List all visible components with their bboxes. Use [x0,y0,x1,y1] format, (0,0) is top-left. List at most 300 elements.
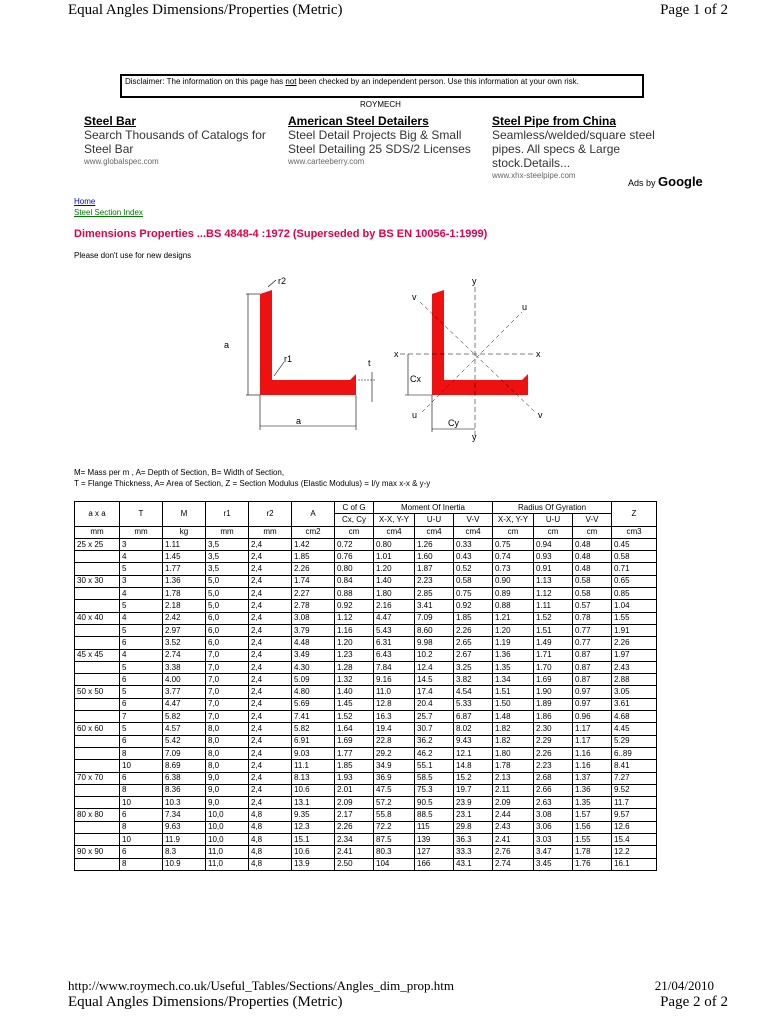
table-cell: 1.42 [292,538,335,550]
table-cell: 7.34 [163,809,206,821]
table-cell: 2.17 [335,809,374,821]
table-cell: 1.20 [374,563,415,575]
table-cell: 2.09 [493,797,534,809]
table-cell: 1.90 [534,686,573,698]
table-cell: 0.52 [454,563,493,575]
ad-steel-pipe-china[interactable] [492,114,692,180]
table-cell: 1.97 [612,649,657,661]
table-cell: 0.80 [335,563,374,575]
table-cell: 8,0 [206,723,249,735]
ad-steel-bar[interactable] [84,114,284,166]
table-cell: 0.43 [454,551,493,563]
properties-table [74,501,657,871]
ad-description: Steel Detail Projects Big & Small Steel Detailing 25 SDS/2 Licenses [288,128,471,156]
right-angle-view [394,276,543,442]
col-m: M [163,502,206,527]
col-t: T [120,502,163,527]
table-cell: 2.26 [534,747,573,759]
col-r-vv: V-V [573,514,612,526]
table-cell: 4.47 [163,698,206,710]
table-cell: 2.67 [454,649,493,661]
table-cell: 2,4 [249,575,292,587]
table-cell: 1.69 [335,735,374,747]
table-cell: 3.06 [534,821,573,833]
label-y-bottom: y [472,432,477,442]
table-cell: 2.30 [534,723,573,735]
table-cell: 4 [120,612,163,624]
table-cell: 2,4 [249,538,292,550]
table-cell: 7 [120,711,163,723]
table-row [75,723,657,735]
table-cell: 8,0 [206,760,249,772]
table-cell [75,747,120,759]
table-cell: 6 [120,698,163,710]
table-cell: 1.49 [534,637,573,649]
table-cell: 1.93 [335,772,374,784]
ad-url[interactable]: www.carteeberry.com [288,157,365,166]
table-cell [75,711,120,723]
table-cell: 8.36 [163,784,206,796]
table-cell: 3.05 [612,686,657,698]
table-cell: 13.9 [292,858,335,870]
table-cell: 34.9 [374,760,415,772]
table-cell: 2.43 [493,821,534,833]
table-cell: 5,0 [206,575,249,587]
col-axa: a x a [75,502,120,527]
disclaimer-text: Disclaimer: The information on this page has [125,77,286,86]
table-cell: 6 [120,637,163,649]
table-cell: 3.45 [534,858,573,870]
table-cell: 23.9 [454,797,493,809]
table-cell: 2.66 [534,784,573,796]
table-row [75,661,657,673]
table-cell: 9,0 [206,797,249,809]
table-cell: 55.1 [415,760,454,772]
table-row [75,760,657,772]
table-cell: 1.87 [415,563,454,575]
table-cell: 7,0 [206,711,249,723]
label-y-top: y [472,276,477,286]
table-row [75,538,657,550]
table-cell: 2.44 [493,809,534,821]
table-cell: 5.29 [612,735,657,747]
table-cell: 50 x 50 [75,686,120,698]
table-row [75,686,657,698]
table-cell: 10.6 [292,846,335,858]
header-row-top [75,502,657,514]
table-cell: 0.94 [534,538,573,550]
table-cell: 7.09 [163,747,206,759]
table-cell: 5,0 [206,600,249,612]
table-cell: 3.08 [292,612,335,624]
table-cell: 2,4 [249,563,292,575]
table-cell: 1.55 [573,834,612,846]
label-a-side: a [224,340,230,350]
table-cell: 1.36 [493,649,534,661]
col-area: A [292,502,335,527]
table-cell: 5 [120,723,163,735]
table-cell: 12.3 [292,821,335,833]
table-cell: 5 [120,624,163,636]
table-cell: 7,0 [206,674,249,686]
table-cell: 33.3 [454,846,493,858]
table-cell: 1.36 [163,575,206,587]
table-cell: 2.34 [335,834,374,846]
table-cell: 115 [415,821,454,833]
table-cell: 1.04 [612,600,657,612]
table-cell: 2,4 [249,624,292,636]
table-cell: 12.8 [374,698,415,710]
table-cell [75,797,120,809]
table-cell: 0.75 [454,588,493,600]
col-i-xx: X-X, Y-Y [374,514,415,526]
table-cell: 9.16 [374,674,415,686]
table-cell: 1.17 [573,723,612,735]
table-cell: 1.70 [534,661,573,673]
table-cell: 29.8 [454,821,493,833]
table-cell: 2,4 [249,772,292,784]
table-cell: 2.11 [493,784,534,796]
table-cell: 8.69 [163,760,206,772]
table-cell: 57.2 [374,797,415,809]
ad-url[interactable]: www.xhx-steelpipe.com [492,171,576,180]
steel-section-index-link[interactable]: Steel Section Index [74,208,143,217]
table-cell: 80 x 80 [75,809,120,821]
table-cell: 0.58 [454,575,493,587]
table-cell: 1.55 [612,612,657,624]
table-cell: 3 [120,575,163,587]
table-cell: 1.51 [534,624,573,636]
table-cell: 3.08 [534,809,573,821]
table-cell: 6.91 [292,735,335,747]
table-cell: 30.7 [415,723,454,735]
table-cell: 6,0 [206,612,249,624]
table-cell: 14.8 [454,760,493,772]
table-row [75,747,657,759]
table-cell: 1.77 [335,747,374,759]
table-cell: 40 x 40 [75,612,120,624]
table-cell: 20.4 [415,698,454,710]
table-cell: 0.48 [573,551,612,563]
table-cell: 2,4 [249,649,292,661]
table-cell: 19.4 [374,723,415,735]
table-cell: 7.09 [415,612,454,624]
unit-cell: cm4 [374,526,415,538]
table-cell: 6 [120,772,163,784]
table-cell: 0.58 [573,588,612,600]
table-cell: 1.37 [573,772,612,784]
table-cell: 0.33 [454,538,493,550]
table-cell: 5.82 [163,711,206,723]
table-row [75,797,657,809]
table-cell: 9.43 [454,735,493,747]
table-cell: 2,4 [249,735,292,747]
table-cell: 2.68 [534,772,573,784]
table-cell: 0.71 [612,563,657,575]
table-cell: 0.89 [493,588,534,600]
table-cell: 8.60 [415,624,454,636]
table-cell: 2.74 [163,649,206,661]
table-cell: 0.85 [612,588,657,600]
table-cell: 8 [120,821,163,833]
table-row [75,551,657,563]
table-cell: 45 x 45 [75,649,120,661]
table-cell: 90.5 [415,797,454,809]
col-r1: r1 [206,502,249,527]
table-cell: 2,4 [249,784,292,796]
table-cell [75,551,120,563]
table-cell: 0.88 [335,588,374,600]
table-cell: 2,4 [249,797,292,809]
table-cell: 11.7 [612,797,657,809]
table-cell: 0.87 [573,649,612,661]
table-cell: 0.80 [374,538,415,550]
table-cell: 10 [120,760,163,772]
table-cell: 2.41 [493,834,534,846]
table-cell: 9.57 [612,809,657,821]
unit-cell: cm [493,526,534,538]
table-cell: 3.79 [292,624,335,636]
table-body [75,538,657,870]
table-cell: 0.97 [573,686,612,698]
table-cell: 1.51 [493,686,534,698]
table-row [75,711,657,723]
table-cell: 3.49 [292,649,335,661]
table-cell: 4.54 [454,686,493,698]
table-cell: 5.82 [292,723,335,735]
home-link[interactable]: Home [74,197,96,206]
unit-cell: mm [249,526,292,538]
label-a-bottom: a [296,416,302,426]
right-angle-shape [432,290,528,395]
table-cell [75,661,120,673]
table-cell: 17.4 [415,686,454,698]
ad-title[interactable]: American Steel Detailers [288,114,429,128]
table-row [75,809,657,821]
table-cell [75,698,120,710]
table-cell: 12.1 [454,747,493,759]
table-row [75,846,657,858]
col-r-xx: X-X, Y-Y [493,514,534,526]
table-cell [75,821,120,833]
table-cell: 47.5 [374,784,415,796]
ad-title[interactable]: Steel Bar [84,114,137,128]
unit-cell: cm2 [292,526,335,538]
unit-cell: cm3 [612,526,657,538]
table-cell: 0.88 [493,600,534,612]
table-cell: 1.35 [573,797,612,809]
table-cell: 1.21 [493,612,534,624]
table-cell: 1.20 [335,637,374,649]
unit-cell: mm [120,526,163,538]
table-cell: 1.17 [573,735,612,747]
table-cell: 1.52 [335,711,374,723]
table-cell: 10,0 [206,821,249,833]
table-cell: 1.85 [454,612,493,624]
table-cell: 12.4 [415,661,454,673]
table-cell: 11,0 [206,858,249,870]
table-cell: 0.74 [493,551,534,563]
table-cell: 4.45 [612,723,657,735]
table-row [75,563,657,575]
table-cell: 22.8 [374,735,415,747]
table-cell: 2.85 [415,588,454,600]
table-cell: 2.26 [292,563,335,575]
table-cell: 88.5 [415,809,454,821]
table-cell: 3.52 [163,637,206,649]
table-cell: 10.3 [163,797,206,809]
left-r2-leader [268,280,276,287]
table-cell: 2.41 [335,846,374,858]
table-cell: 6 [120,846,163,858]
table-cell: 1.60 [415,551,454,563]
label-t: t [368,358,371,368]
table-cell: 8,0 [206,747,249,759]
ad-american-steel-detailers[interactable] [288,114,488,166]
table-cell: 16.1 [612,858,657,870]
table-cell: 2.18 [163,600,206,612]
table-cell: 2.88 [612,674,657,686]
table-row [75,674,657,686]
table-cell: 1.26 [415,538,454,550]
table-row [75,612,657,624]
table-cell: 2.23 [415,575,454,587]
table-cell: 3,5 [206,563,249,575]
table-cell: 2.43 [612,661,657,673]
table-cell: 0.90 [493,575,534,587]
table-cell: 0.48 [573,538,612,550]
table-cell: 5 [120,600,163,612]
table-cell: 2,4 [249,637,292,649]
table-cell: 30 x 30 [75,575,120,587]
table-cell: 7,0 [206,686,249,698]
table-cell: 36.3 [454,834,493,846]
table-cell: 4,8 [249,846,292,858]
table-cell: 6..89 [612,747,657,759]
table-cell: 4,8 [249,809,292,821]
table-cell: 1.91 [612,624,657,636]
table-cell: 6.31 [374,637,415,649]
table-cell: 1.32 [335,674,374,686]
table-cell: 1.69 [534,674,573,686]
table-cell: 1.82 [493,735,534,747]
table-cell: 19.7 [454,784,493,796]
table-cell: 2,4 [249,600,292,612]
table-cell: 0.77 [573,624,612,636]
table-cell: 4.30 [292,661,335,673]
table-cell: 2,4 [249,698,292,710]
table-cell: 3,5 [206,538,249,550]
col-r-uu: U-U [534,514,573,526]
table-cell: 166 [415,858,454,870]
label-x-left: x [394,349,399,359]
ad-url[interactable]: www.globalspec.com [84,157,159,166]
table-cell: 8 [120,858,163,870]
table-cell: 2,4 [249,723,292,735]
table-cell: 70 x 70 [75,772,120,784]
table-cell: 1.86 [534,711,573,723]
table-cell: 13.1 [292,797,335,809]
table-cell [75,637,120,649]
table-cell: 55.8 [374,809,415,821]
ads-by-google[interactable] [628,174,703,189]
table-cell: 1.78 [163,588,206,600]
table-cell: 0.75 [493,538,534,550]
table-cell: 3.82 [454,674,493,686]
table-cell: 1.85 [292,551,335,563]
table-cell: 36.2 [415,735,454,747]
unit-cell: cm [534,526,573,538]
ad-description: Seamless/welded/square steel pipes. All specs & Large stock.Details... [492,128,655,170]
ads-by-label: Ads by [628,178,659,188]
table-cell: 0.48 [573,563,612,575]
table-cell: 15.1 [292,834,335,846]
table-cell: 9.52 [612,784,657,796]
table-cell: 4.80 [292,686,335,698]
table-cell: 1.64 [335,723,374,735]
col-moment-of-inertia: Moment Of Inertia [374,502,493,514]
table-cell: 9.63 [163,821,206,833]
table-cell: 7,0 [206,661,249,673]
label-cx: Cx [410,374,421,384]
table-cell [75,735,120,747]
table-cell: 5.43 [374,624,415,636]
units-row [75,526,657,538]
table-cell: 4,8 [249,834,292,846]
footer-url[interactable]: http://www.roymech.co.uk/Useful_Tables/Sections/Angles_dim_prop.htm [68,978,455,993]
table-cell: 36.9 [374,772,415,784]
table-cell: 60 x 60 [75,723,120,735]
table-cell: 2.26 [612,637,657,649]
unit-cell: mm [206,526,249,538]
table-cell: 1.50 [493,698,534,710]
table-cell: 2.09 [335,797,374,809]
table-cell: 1.57 [573,809,612,821]
table-cell: 1.45 [335,698,374,710]
unit-cell: mm [75,526,120,538]
table-cell: 2,4 [249,760,292,772]
table-cell: 7.27 [612,772,657,784]
table-cell: 2,4 [249,661,292,673]
table-cell: 3.38 [163,661,206,673]
left-angle-shape [260,290,356,395]
table-row [75,588,657,600]
table-cell: 15.4 [612,834,657,846]
table-cell: 139 [415,834,454,846]
table-cell: 5.69 [292,698,335,710]
table-cell: 1.01 [374,551,415,563]
table-cell: 1.16 [335,624,374,636]
table-cell: 8.41 [612,760,657,772]
table-cell: 25.7 [415,711,454,723]
table-cell: 8 [120,747,163,759]
table-cell: 1.12 [534,588,573,600]
label-v-bottom: v [538,410,543,420]
ad-title[interactable]: Steel Pipe from China [492,114,617,128]
table-cell: 2.97 [163,624,206,636]
table-cell: 2,4 [249,612,292,624]
table-cell: 8 [120,784,163,796]
unit-cell: cm [335,526,374,538]
table-row [75,735,657,747]
table-cell: 3.25 [454,661,493,673]
table-cell: 2.29 [534,735,573,747]
table-row [75,649,657,661]
table-cell: 1.34 [493,674,534,686]
table-cell: 0.87 [573,674,612,686]
page-title: Dimensions Properties ...BS 4848-4 :1972 (Superseded by BS EN 10056-1:1999) [74,228,488,240]
table-cell: 0.58 [573,575,612,587]
